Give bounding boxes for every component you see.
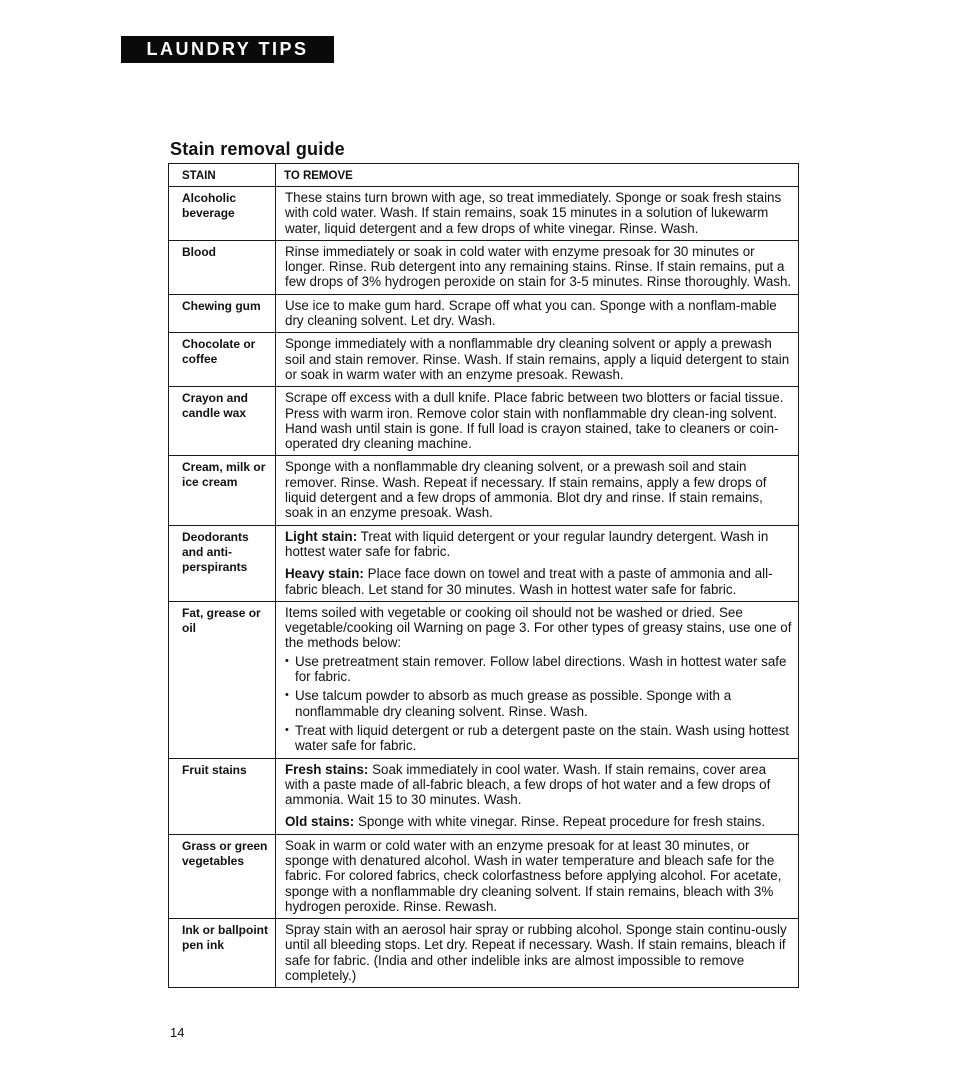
table-row — [169, 601, 799, 758]
table-row — [169, 758, 799, 834]
table-body — [169, 187, 799, 988]
stain-name: Cream, milk or ice cream — [169, 456, 276, 525]
section-banner: LAUNDRY TIPS — [121, 36, 334, 63]
removal-instructions — [276, 601, 799, 758]
table-row — [169, 333, 799, 387]
list-item: • Use pretreatment stain remover. Follow label directions. Wash in hottest water safe for fabric. — [285, 654, 792, 685]
instruction-paragraph — [285, 566, 792, 597]
instruction-paragraph — [285, 814, 792, 829]
instruction-text: Scrape off excess with a dull knife. Place fabric between two blotters or facial tissue. Press with warm iron. Remove color stain with nonflammable dry clean-ing solvent. Hand wash until stain is gone. If full load is crayon stained, take to cleaners or coin-operated dry cleaning machine. — [285, 390, 784, 452]
instruction-lead: Fresh stains: — [285, 761, 369, 777]
instruction-paragraph — [285, 336, 792, 382]
stain-name: Deodorants and anti-perspirants — [169, 525, 276, 601]
list-item: • Treat with liquid detergent or rub a detergent paste on the stain. Wash using hottest water safe for fabric. — [285, 723, 792, 754]
table-row — [169, 456, 799, 525]
removal-instructions — [276, 525, 799, 601]
stain-name: Alcoholic beverage — [169, 187, 276, 241]
instruction-paragraph — [285, 390, 792, 451]
instruction-text: Soak immediately in cool water. Wash. If stain remains, cover area with a paste made of all-fabric bleach, a few drops of hot water and a few drops of ammonia. Wait 15 to 30 minutes. Wash. — [285, 761, 771, 808]
removal-instructions — [276, 834, 799, 918]
stain-name: Crayon and candle wax — [169, 387, 276, 456]
table-row — [169, 294, 799, 333]
column-header-to-remove: TO REMOVE — [276, 164, 799, 187]
stain-name: Grass or green vegetables — [169, 834, 276, 918]
instruction-text: Rinse immediately or soak in cold water with enzyme presoak for 30 minutes or longer. Rinse. Rub detergent into any remaining stains. Rinse. If stain remains, put a few drops of 3% hydrogen peroxide on stain for 3-5 minutes. Rinse thoroughly. Wash. — [285, 243, 792, 290]
instruction-text: Sponge with a nonflammable dry cleaning solvent, or a prewash soil and stain remover. Rinse. Wash. Repeat if necessary. If stain remains, apply a few drops of liquid detergent and a few drops of ammonia. Blot dry and rinse. If stain remains, soak in an enzyme presoak. Wash. — [285, 459, 767, 521]
instruction-text: These stains turn brown with age, so treat immediately. Sponge or soak fresh stains with cold water. Wash. If stain remains, soak 15 minutes in a solution of lukewarm water, liquid detergent and a few drops of white vinegar. Rinse. Wash. — [285, 190, 782, 236]
table-row — [169, 240, 799, 294]
method-list — [285, 654, 792, 754]
page-number: 14 — [170, 1025, 185, 1040]
instruction-text: Sponge with white vinegar. Rinse. Repeat procedure for fresh stains. — [357, 814, 766, 830]
removal-instructions — [276, 456, 799, 525]
instruction-text: Treat with liquid detergent or your regular laundry detergent. Wash in hottest water safe for fabric. — [285, 528, 769, 559]
guide-title: Stain removal guide — [170, 139, 345, 159]
instruction-paragraph — [285, 529, 792, 560]
instruction-paragraph — [285, 605, 792, 651]
table-row — [169, 187, 799, 241]
stain-name: Fruit stains — [169, 758, 276, 834]
instruction-paragraph — [285, 244, 792, 290]
stain-name: Chocolate or coffee — [169, 333, 276, 387]
column-header-stain: STAIN — [169, 164, 276, 187]
removal-instructions — [276, 919, 799, 988]
stain-removal-table — [168, 163, 799, 988]
removal-instructions — [276, 294, 799, 333]
instruction-paragraph — [285, 922, 792, 983]
removal-instructions — [276, 387, 799, 456]
removal-instructions — [276, 333, 799, 387]
stain-name: Blood — [169, 240, 276, 294]
instruction-text: Items soiled with vegetable or cooking oil should not be washed or dried. See vegetable/cooking oil Warning on page 3. For other types of greasy stains, use one of the methods below: — [285, 604, 792, 651]
stain-name: Fat, grease or oil — [169, 601, 276, 758]
instruction-paragraph — [285, 298, 792, 329]
instruction-text: Soak in warm or cold water with an enzyme presoak for at least 30 minutes, or sponge with denatured alcohol. Wash in water temperature and bleach safe for the fabric. For colored fabrics, check colorfastness before applying alcohol. For acetate, sponge with a nonflammable dry cleaning solvent. If stain remains, bleach with 3% hydrogen peroxide. Rinse. Rewash. — [285, 837, 782, 914]
table-row — [169, 525, 799, 601]
instruction-paragraph — [285, 838, 792, 914]
list-item: • Use talcum powder to absorb as much grease as possible. Sponge with a nonflammable dry cleaning solvent. Rinse. Wash. — [285, 688, 792, 719]
stain-name: Ink or ballpoint pen ink — [169, 919, 276, 988]
instruction-paragraph — [285, 459, 792, 520]
instruction-text: Use ice to make gum hard. Scrape off what you can. Sponge with a nonflam-mable dry cleaning solvent. Let dry. Wash. — [285, 297, 777, 329]
instruction-lead: Old stains: — [285, 814, 355, 830]
removal-instructions — [276, 240, 799, 294]
instruction-paragraph — [285, 762, 792, 808]
table-row — [169, 834, 799, 918]
stain-name: Chewing gum — [169, 294, 276, 333]
table-header-row — [169, 164, 799, 187]
table-row — [169, 919, 799, 988]
removal-instructions — [276, 187, 799, 241]
instruction-lead: Heavy stain: — [285, 566, 364, 582]
instruction-text: Place face down on towel and treat with a paste of ammonia and all-fabric bleach. Let stand for 30 minutes. Wash in hottest water safe for fabric. — [285, 566, 773, 597]
instruction-text: Spray stain with an aerosol hair spray or rubbing alcohol. Sponge stain continu-ously until all bleeding stops. Let dry. Repeat if necessary. Wash. If stain remains, bleach if safe for fabric. (India and other indelible inks are almost impossible to remove completely.) — [285, 922, 787, 984]
instruction-text: Sponge immediately with a nonflammable dry cleaning solvent or apply a prewash soil and stain remover. Rinse. Wash. If stain remains, apply a liquid detergent to stain or soak in warm water with an enzyme presoak. Rewash. — [285, 336, 790, 382]
removal-instructions — [276, 758, 799, 834]
instruction-paragraph — [285, 190, 792, 236]
table-row — [169, 387, 799, 456]
instruction-lead: Light stain: — [285, 528, 358, 544]
